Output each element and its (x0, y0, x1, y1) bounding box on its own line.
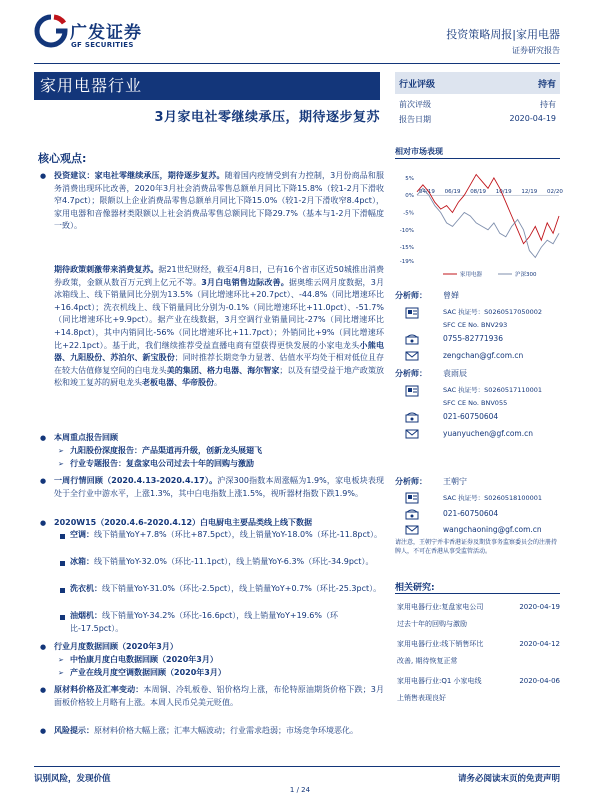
analyst-3-label: 分析师： (395, 477, 427, 486)
category-text: 线下销量YoY-34.2%（环比-16.6pct），线上销量YoY+19.6%（环比-17.5pct）。 (70, 611, 338, 633)
analyst-2-phone: 021-60750604 (443, 412, 499, 421)
para-lead: 原材料价格及汇率变动： (54, 685, 144, 694)
analyst-1-label: 分析师： (395, 291, 427, 300)
para-text: 。 (214, 378, 222, 388)
square-bullet-icon (60, 534, 65, 539)
prev-rating-value: 持有 (540, 100, 556, 109)
bullet-icon: ● (40, 519, 47, 527)
industry-banner: 家用电器行业 (34, 72, 380, 100)
paragraph-market-review (54, 475, 384, 500)
y-tick-label: -10% (399, 227, 414, 234)
para-text: 据奥维云网月度数据，3月冰箱线上、线下销量同比分别为13.5%（同比增速环比+20.7pct）、-44.8%（同比增速环比+16.4pct）；洗衣机线上、线下销量同比分别为-0.1%（同比增速环比+11.0pct）、-51.7%（同比增速环比+9.9pct）。据产业在线数据，3月空调行业销量同比-27%（同比增速环比+14.8pct），其中内销同比-56%（同比增速环比+11.7pct）；外销同比+9%（同比增速环比+22.1pct）。基于此，我们继续推荐受益直播电商有望获得更快发展的小家电龙头 (54, 277, 384, 350)
y-tick-label: -5% (403, 210, 414, 217)
category-range-hood (70, 610, 384, 635)
phone-icon (405, 508, 419, 520)
category-label: 空调： (70, 530, 94, 539)
report-title: 3月家电社零继续承压，期待逐步复苏 (154, 110, 380, 125)
para-bold: 老板电器、华帝股份 (142, 378, 214, 388)
rating-value: 持有 (537, 80, 556, 90)
related-item[interactable] (397, 634, 560, 665)
legend-label: 沪深300 (515, 272, 537, 278)
x-tick-label: 06/19 (444, 189, 461, 196)
analyst-2-sfc: SFC CE No. BNV055 (443, 399, 508, 407)
series-line (417, 188, 559, 257)
core-views-title: 核心观点: (38, 152, 87, 165)
para-text: 本周铜、冷轧板卷、铝价格均上涨，布伦特原油期货价格下跌；3月面板价格较上月略有上涨。本周人民币兑美元贬值。 (54, 685, 384, 707)
paragraph-risk (54, 725, 384, 738)
x-tick-label: 02/20 (547, 189, 563, 196)
related-item-date: 2020-04-06 (519, 677, 560, 685)
rating-label: 行业评级 (399, 80, 436, 90)
bullet-icon: ● (40, 686, 47, 694)
square-bullet-icon (60, 615, 65, 620)
monthly-item: 产业在线月度空调数据回顾（2020年3月） (70, 668, 226, 677)
analyst-2-sac: SAC 执证号：S0260517110001 (443, 386, 543, 394)
para-lead: 投资建议：家电社零继续承压，期待逐步复苏。 (54, 171, 225, 180)
legend-label: 家用电器 (460, 272, 483, 278)
phone-icon (405, 411, 419, 423)
footer-divider (34, 766, 560, 767)
related-research-title: 相关研究: (395, 583, 435, 593)
y-tick-label: -19% (399, 259, 414, 265)
analyst-note: 请注意，王朝宁并非香港证券及期货事务监察委员会的注册持牌人，不可在香港从事受监管活动。 (395, 539, 558, 555)
analyst-3-name: 王朝宁 (443, 477, 467, 486)
x-tick-label: 08/19 (470, 189, 487, 196)
related-item-title-cont: 上销售表现良好 (397, 694, 446, 702)
analyst-1-phone: 0755-82771936 (443, 334, 503, 343)
paragraph-investment (54, 170, 384, 264)
bullet-icon: ● (40, 172, 47, 180)
phone-icon (405, 333, 419, 345)
related-item-title: 家用电器行业:复盘家电公司 (397, 603, 484, 611)
para-lead: 一周行情回顾（2020.4.13-2020.4.17）。 (54, 476, 218, 485)
bullet-icon: ● (40, 434, 47, 442)
x-tick-label: 04/19 (419, 189, 435, 196)
id-card-icon (405, 492, 419, 504)
relative-performance-chart (393, 163, 563, 283)
related-item-date: 2020-04-19 (519, 603, 560, 611)
email-icon (405, 428, 419, 440)
para-text: ；同时推荐长期竞争力显著、估值水平均处于相对低位且存在较大估值修复空间的白电龙头 (54, 353, 384, 375)
logo-text-en: GF SECURITIES (71, 41, 134, 49)
chart-title-divider (395, 158, 560, 159)
prev-rating-label: 前次评级 (399, 100, 431, 109)
paragraph-raw-materials (54, 684, 384, 709)
related-divider (395, 593, 560, 594)
y-tick-label: 5% (405, 175, 414, 182)
x-tick-label: 10/19 (495, 189, 512, 196)
chart-title: 相对市场表现 (395, 147, 443, 156)
category-text: 线下销量YoY-31.0%（环比-2.5pct），线上销量YoY+0.7%（环比-25.3pct）。 (102, 584, 382, 593)
analyst-3-email[interactable]: wangchaoning@gf.com.cn (443, 525, 542, 534)
analyst-3-phone: 021-60750604 (443, 509, 499, 518)
para-bold: 小熊电器、九阳股份、苏泊尔、新宝股份 (54, 340, 384, 363)
category-air-conditioner (70, 529, 384, 542)
bullet-icon: ● (40, 727, 47, 735)
logo-text-cn: 广发证券 (70, 23, 142, 43)
square-bullet-icon (60, 561, 65, 566)
email-icon (405, 524, 419, 536)
rating-header (395, 72, 560, 94)
bullet-icon: ● (40, 477, 47, 485)
category-label: 油烟机： (70, 611, 102, 620)
report-subtype: 证券研究报告 (512, 46, 560, 55)
category-label: 洗衣机： (70, 584, 102, 593)
page-number: 1 / 24 (289, 786, 311, 794)
email-icon (405, 350, 419, 362)
square-bullet-icon (60, 588, 65, 593)
arrow-bullet-icon: ➢ (58, 460, 64, 468)
analyst-2-name: 袁雨辰 (443, 369, 467, 378)
gf-logo-icon (34, 14, 68, 48)
category-washer (70, 583, 384, 596)
section-category-data: 2020W15（2020.4.6-2020.4.12）白电厨电主要品类线上线下数据 (54, 518, 313, 527)
arrow-bullet-icon: ➢ (58, 447, 64, 455)
report-date-label: 报告日期 (399, 115, 431, 124)
category-text: 线下销量YoY+7.8%（环比+87.5pct），线上销量YoY-18.0%（环比-11.8pct）。 (94, 530, 383, 539)
analyst-1-sac: SAC 执证号：S0260517050002 (443, 308, 543, 316)
analyst-2-label: 分析师： (395, 369, 427, 378)
analyst-2-email[interactable]: yuanyuchen@gf.com.cn (443, 429, 533, 438)
para-text: 据21世纪财经，截至4月8日，已有16个省市区近50城推出消费券政策，金额从数百万元到上亿元不等。 (54, 265, 384, 287)
report-item: 行业专题报告：复盘家电公司过去十年的回购与激励 (70, 459, 254, 468)
y-tick-label: -15% (399, 245, 414, 252)
category-refrigerator (70, 556, 384, 569)
analyst-1-email[interactable]: zengchan@gf.com.cn (443, 351, 524, 360)
report-date-value: 2020-04-19 (509, 114, 556, 123)
analyst-1-sfc: SFC CE No. BNV293 (443, 321, 508, 329)
monthly-item: 中怡康月度白电数据回顾（2020年3月） (70, 655, 218, 664)
para-text: 随着国内疫情受到有力控制，3月份商品和服务消费出现环比改善，2020年3月社会消费品零售总额单月同比下降15.8%（较1-2月下滑收窄4.7pct）；限额以上企业消费品零售总额单月同比下降15.0%（较1-2月下滑收窄8.4pct），家用电器和音像器材类限额以上社会消费品零售总额同比下降29.7%（基本与1-2月下滑幅度一致）。 (54, 171, 384, 231)
bullet-icon: ● (40, 643, 47, 651)
section-monthly-data: 行业月度数据回顾（2020年3月） (54, 642, 178, 651)
para-text: ；以及有望受益于地产政策放松和竣工复苏的厨电龙头 (54, 365, 384, 388)
analyst-1-name: 曾婵 (443, 291, 459, 300)
x-tick-label: 12/19 (521, 189, 538, 196)
related-item-title: 家用电器行业:Q1 小家电线 (397, 677, 482, 685)
analyst-3-sac: SAC 执证号：S0260518100001 (443, 494, 543, 502)
related-item[interactable] (397, 597, 560, 628)
category-text: 线下销量YoY-32.0%（环比-11.1pct），线上销量YoY-6.3%（环比-34.9pct）。 (94, 557, 374, 566)
id-card-icon (405, 385, 419, 397)
section-weekly-reports: 本周重点报告回顾 (54, 433, 118, 442)
report-item: 九阳股份深度报告：产品渠道再升级，创新龙头展翅飞 (70, 446, 262, 455)
id-card-icon (405, 307, 419, 319)
para-lead: 风险提示： (54, 726, 94, 735)
related-item-title-cont: 过去十年的回购与激励 (397, 620, 467, 628)
header-divider (34, 63, 560, 64)
y-tick-label: 0% (405, 193, 414, 200)
arrow-bullet-icon: ➢ (58, 656, 64, 664)
related-item[interactable] (397, 671, 560, 702)
related-item-date: 2020-04-12 (519, 640, 560, 648)
category-label: 冰箱： (70, 557, 94, 566)
para-text: 原材料价格大幅上涨；汇率大幅波动；行业需求趋弱；市场竞争环境恶化。 (94, 726, 358, 735)
footer-slogan: 识别风险，发现价值 (34, 774, 111, 784)
related-item-title: 家用电器行业:线下销售环比 (397, 640, 484, 648)
para-lead: 期待政策刺激带来消费复苏。 (54, 265, 159, 274)
arrow-bullet-icon: ➢ (58, 669, 64, 677)
para-bold: 美的集团、格力电器、海尔智家 (166, 365, 280, 375)
footer-disclaimer-link[interactable]: 请务必阅读末页的免责声明 (457, 774, 560, 784)
report-type: 投资策略周报|家用电器 (446, 28, 560, 41)
para-text: 沪深300指数本周涨幅为1.9%，家电板块表现处于全行业中游水平，上涨1.3%，其中白电指数上涨1.5%，视听器材指数下跌1.9%。 (54, 476, 385, 498)
related-item-title-cont: 改善, 期待恢复正常 (397, 657, 458, 665)
para-lead: 3月白电销售边际改善。 (201, 277, 289, 287)
gf-logo (34, 12, 164, 54)
